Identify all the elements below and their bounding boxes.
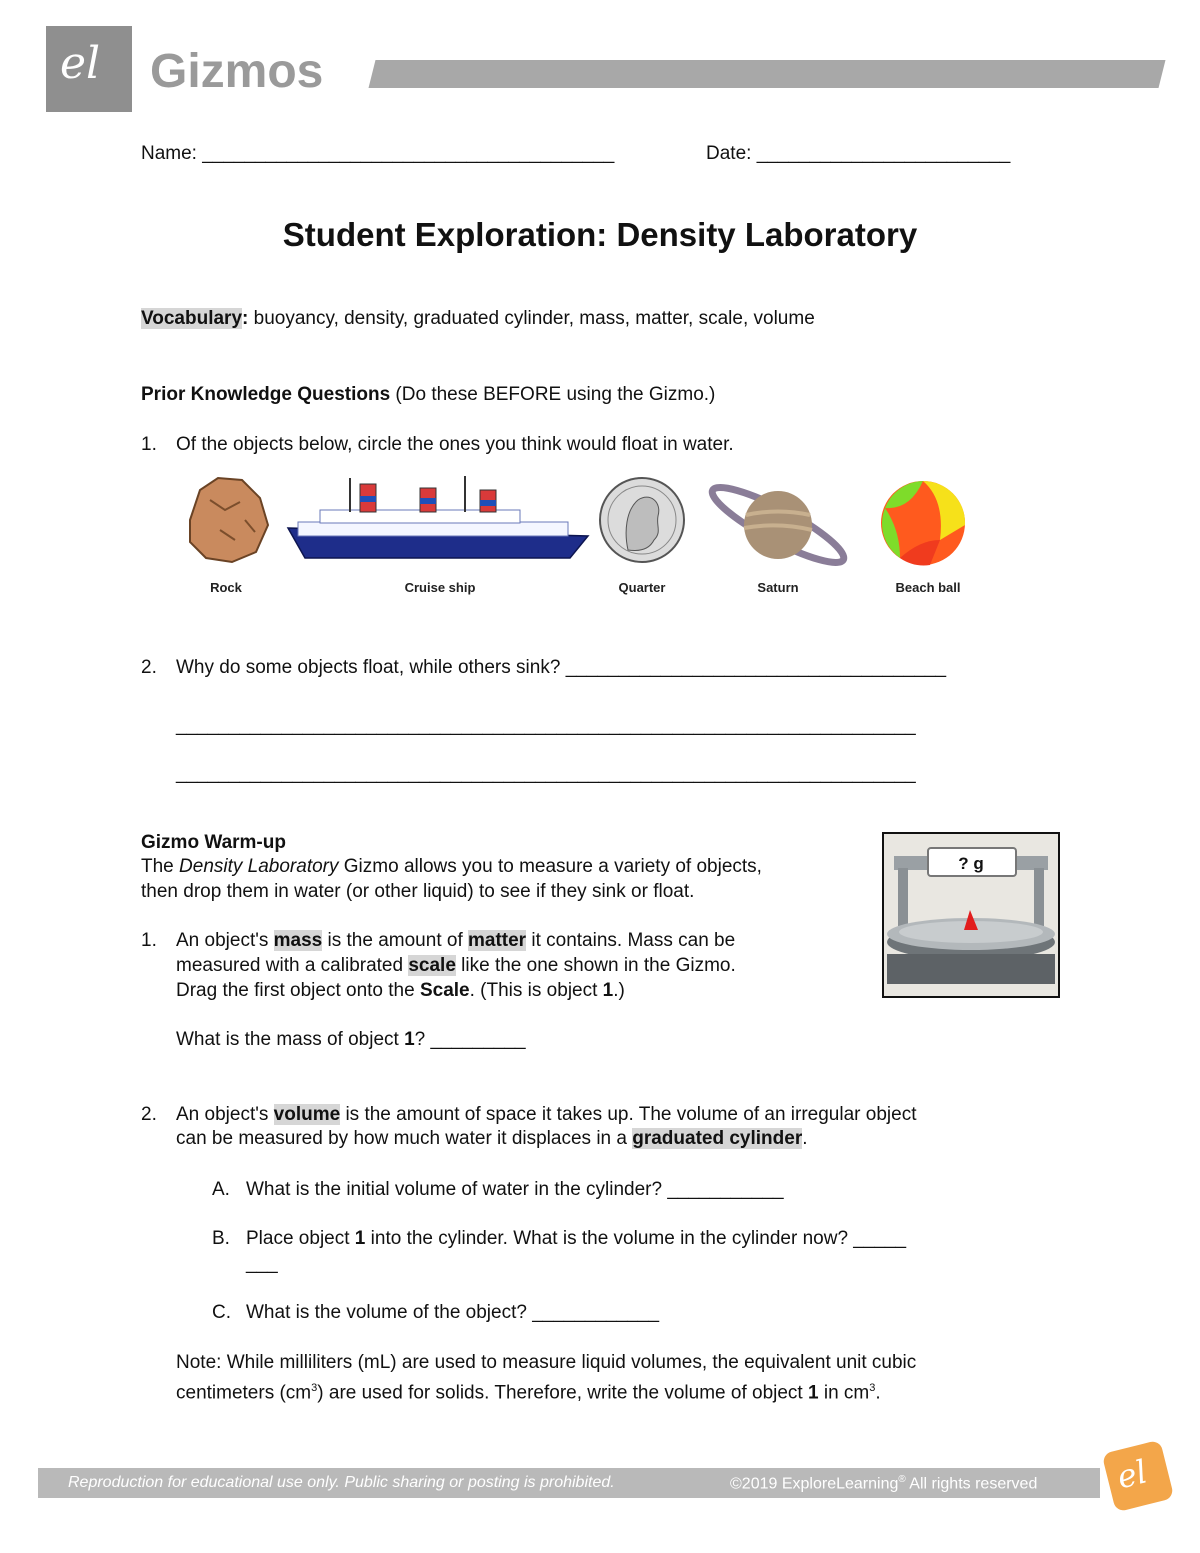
saturn-image [705, 476, 851, 574]
wu-q2a-question[interactable]: What is the initial volume of water in the cylinder? ___________ [246, 1179, 784, 1200]
wu-q2-num: 2. [141, 1104, 157, 1125]
pk-q2-num: 2. [141, 657, 157, 678]
name-row: Name: _______________________________________ [141, 143, 615, 164]
rock-image [190, 478, 268, 562]
scale-readout: ? g [958, 854, 984, 873]
name-blank[interactable]: _______________________________________ [202, 143, 615, 164]
prior-knowledge-heading: Prior Knowledge Questions (Do these BEFORE using the Gizmo.) [141, 384, 716, 405]
pk-q1-num: 1. [141, 434, 157, 455]
vocabulary-line: Vocabulary: buoyancy, density, graduated cylinder, mass, matter, scale, volume [141, 308, 815, 329]
wu-q2b-letter: B. [212, 1228, 230, 1249]
warmup-intro-line-1: The Density Laboratory Gizmo allows you to measure a variety of objects, [141, 856, 762, 877]
caption-beach-ball: Beach ball [895, 580, 961, 595]
wu-q1-line-3: Drag the first object onto the Scale. (This is object 1.) [176, 980, 625, 1001]
wu-q1-line-2: measured with a calibrated scale like the one shown in the Gizmo. [176, 955, 736, 976]
warmup-heading: Gizmo Warm-up [141, 832, 286, 853]
wu-q1-mass-question[interactable]: What is the mass of object 1? _________ [176, 1029, 526, 1050]
pk-q2-answer-line-3[interactable]: ______________________________________________________________________ [176, 763, 916, 784]
pk-q2-answer-line-2[interactable]: ______________________________________________________________________ [176, 715, 916, 736]
vocabulary-label: Vocabulary [141, 308, 243, 329]
explorelearning-logo: el [1102, 1440, 1175, 1513]
wu-q1-num: 1. [141, 930, 157, 951]
caption-saturn: Saturn [757, 580, 799, 595]
wu-q1-line-1: An object's mass is the amount of matter it contains. Mass can be [176, 930, 736, 951]
pk-q1-text: Of the objects below, circle the ones you think would float in water. [176, 434, 734, 455]
note-line-2: centimeters $(cm^3)$ are used for solids. Therefore, write the volume of object 1 in $cm^3$. [176, 1382, 881, 1404]
footer-disclaimer: Reproduction for educational use only. Public sharing or posting is prohibited. [68, 1474, 615, 1491]
date-row: Date: ________________________ [706, 143, 1011, 164]
wu-q2b-blank-cont[interactable]: ___ [246, 1253, 278, 1274]
wu-q2c-letter: C. [212, 1302, 231, 1323]
gizmos-logo: el [46, 26, 132, 112]
header-bar [369, 60, 1166, 88]
warmup-intro-line-2: then drop them in water (or other liquid) to see if they sink or float. [141, 881, 695, 902]
quarter-image [600, 478, 684, 562]
pk-q2-answer-blank[interactable]: ____________________________________ [565, 657, 947, 678]
object-images [180, 470, 980, 582]
beach-ball-image [881, 481, 965, 565]
caption-quarter: Quarter [618, 580, 666, 595]
brand-name: Gizmos [150, 45, 324, 98]
wu-q2a-letter: A. [212, 1179, 230, 1200]
caption-cruise-ship: Cruise ship [404, 580, 476, 595]
footer-copyright: ©2019 ExploreLearning® All rights reserved [730, 1474, 1038, 1493]
caption-rock: Rock [210, 580, 242, 595]
pk-q2-text: Why do some objects float, while others sink? ____________________________________ [176, 657, 947, 678]
note-line-1: Note: While milliliters (mL) are used to measure liquid volumes, the equivalent unit cubic [176, 1352, 917, 1373]
wu-q2-line-2: can be measured by how much water it displaces in a graduated cylinder. [176, 1128, 808, 1149]
cruise-ship-image [288, 476, 588, 558]
wu-q2-line-1: An object's volume is the amount of space it takes up. The volume of an irregular object [176, 1104, 917, 1125]
date-blank[interactable]: ________________________ [756, 143, 1011, 164]
wu-q2b-question[interactable]: Place object 1 into the cylinder. What is the volume in the cylinder now? _____ [246, 1228, 907, 1249]
page-title: Student Exploration: Density Laboratory [282, 216, 918, 253]
wu-q2c-question[interactable]: What is the volume of the object? ____________ [246, 1302, 660, 1323]
